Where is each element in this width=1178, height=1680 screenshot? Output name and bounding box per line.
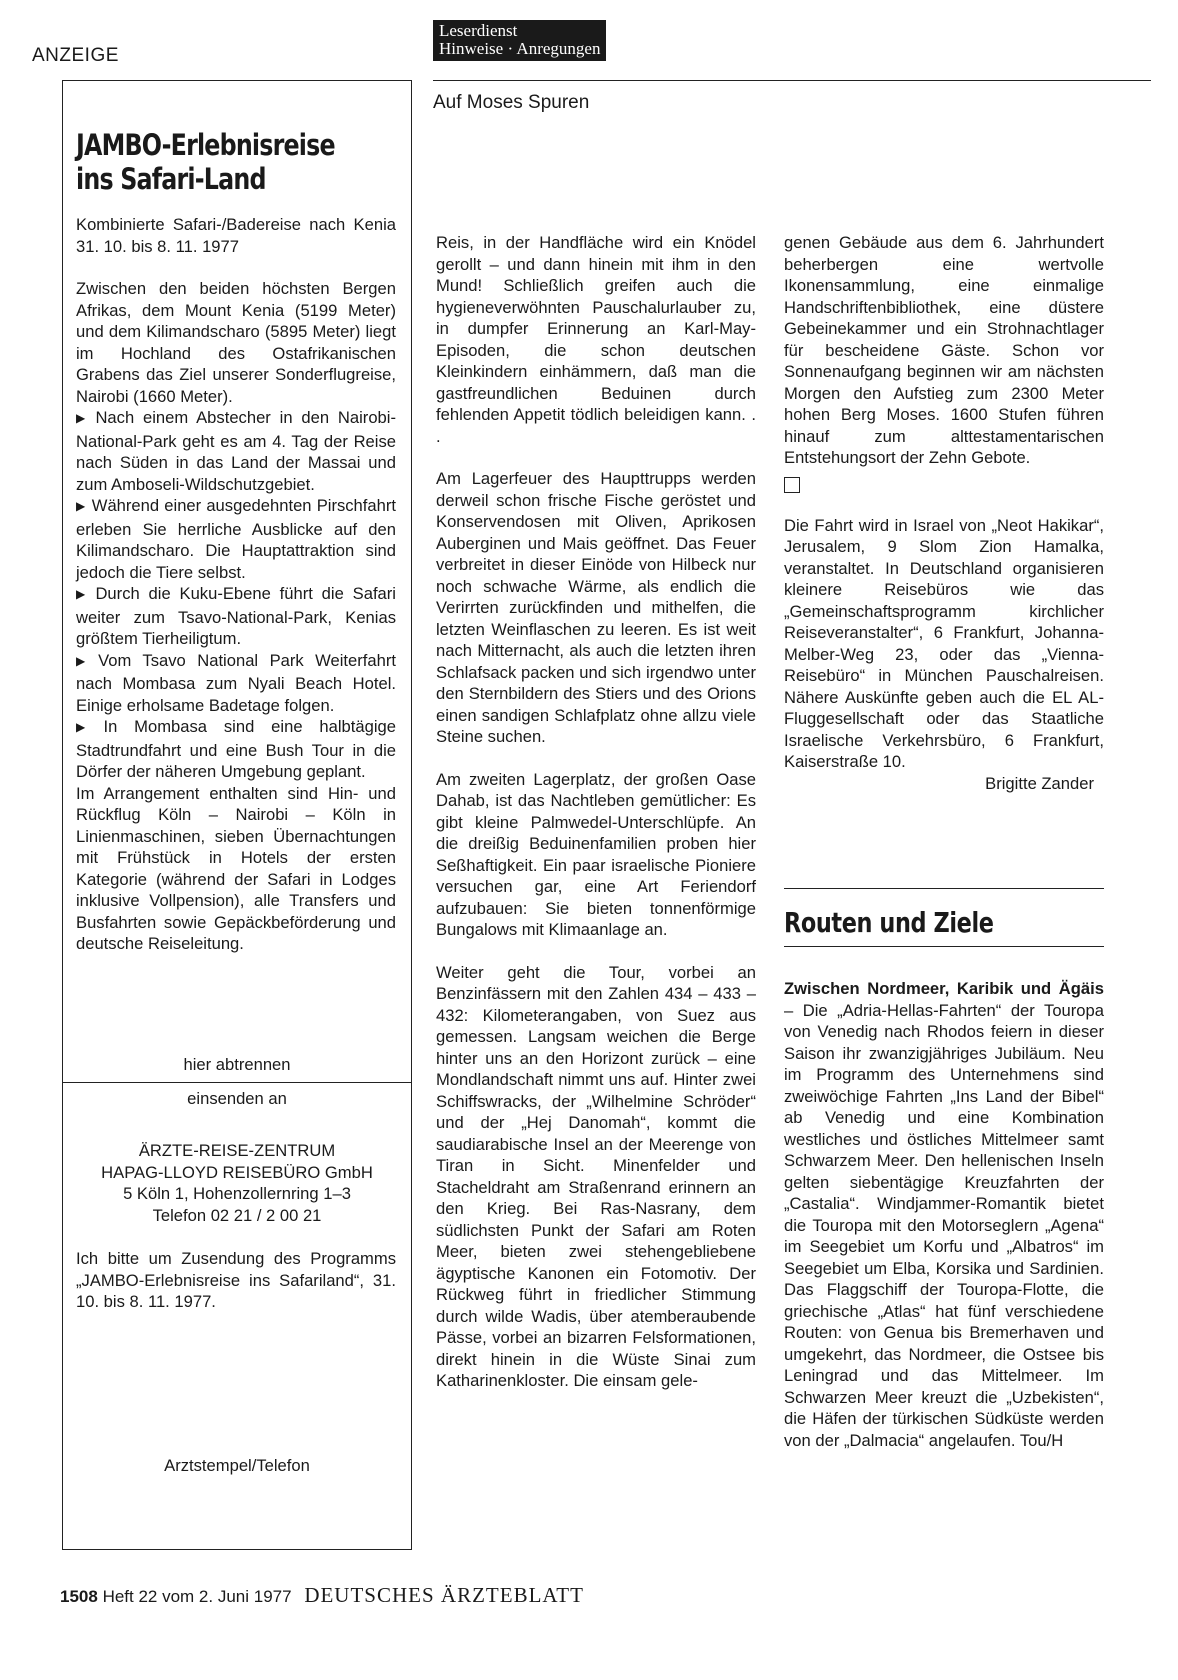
magazine-name: DEUTSCHES ÄRZTEBLATT xyxy=(304,1583,584,1607)
cut-label: hier abtrennen xyxy=(183,1055,291,1074)
address-block xyxy=(62,1140,412,1226)
article-paragraph: Reis, in der Handfläche wird ein Knödel gerollt – und dann hinein mit ihm in den Mund! Schließlich greifen auch die hygieneverwöhnten Pauschalurlauber zu, in dumpfer Erinnerung an Karl-May-Episoden, die schon deutschen Kleinkindern einhämmern, daß man die gastfreundlichen Beduinen durch fehlenden Appetit tödlich beleidigen kann. . . xyxy=(436,233,756,446)
routen-title: Routen und Ziele xyxy=(784,906,994,939)
ad-bullet-2: ▶ Während einer ausgedehnten Pirschfahrt erleben Sie herrliche Ausblicke auf den Kilimandscharo. Die Hauptattraktion sind jedoch die Tiere selbst. xyxy=(76,495,396,583)
section-rule xyxy=(433,80,1151,81)
ad-bullet-1: ▶ Nach einem Abstecher in den Nairobi-National-Park geht es am 4. Tag der Reise nach Süden in das Land der Massai und zum Amboseli-Wildschutzgebiet. xyxy=(76,407,396,495)
ad-intro: Kombinierte Safari-/Badereise nach Kenia 31. 10. bis 8. 11. 1977 xyxy=(76,215,396,256)
routen-signature: Tou/H xyxy=(1019,1430,1064,1450)
address-line-2: HAPAG-LLOYD REISEBÜRO GmbH xyxy=(101,1162,373,1182)
ad-bullet-3: ▶ Durch die Kuku-Ebene führt die Safari weiter zum Tsavo-National-Park, Kenias größtem Tierheiligtum. xyxy=(76,583,396,650)
ad-bullet-5: ▶ In Mombasa sind eine halbtägige Stadtrundfahrt und eine Bush Tour in die Dörfer der näheren Umgebung geplant. xyxy=(76,716,396,783)
ad-paragraph-2: Im Arrangement enthalten sind Hin- und Rückflug Köln – Nairobi – Köln in Linienmaschinen, sieben Übernachtungen mit Frühstück in Hotels der ersten Kategorie (während der Safari in Lodges inklusive Vollpension), alle Transfers und Busfahrten sowie Gepäckbeförderung und deutsche Reiseleitung. xyxy=(76,783,396,953)
article-paragraph: Die Fahrt wird in Israel von „Neot Hakikar“, Jerusalem, 9 Slom Zion Hamalka, veranstaltet. In Deutschland organisieren kleinere Reisebüros wie das „Gemeinschaftsprogramm kirchlicher Reiseveranstalter“, 6 Frankfurt, Johanna-Melber-Weg 23, oder das „Vienna-Reisebüro“ in München Pauschalreisen. Nähere Auskünfte geben auch die EL AL-Fluggesellschaft oder das Staatliche Israelische Verkehrsbüro, 6 Frankfurt, Kaiserstraße 10. xyxy=(784,515,1104,771)
article-paragraph: Am zweiten Lagerplatz, der großen Oase Dahab, ist das Nachtleben gemütlicher: Es gibt kleine Palmwedel-Unterschlüpfe. An die dreißig Beduinenfamilien proben hier Seßhaftigkeit. Ein paar israelische Pioniere versuchen gar, eine Art Feriendorf aufzubauen: Sie bieten tonnenförmige Bungalows mit Klimaanlage an. xyxy=(436,769,756,939)
routen-text: – Die „Adria-Hellas-Fahrten“ der Touropa von Venedig nach Rhodos feiern in dieser Saison ihr zwanzigjähriges Jubiläum. Neu im Programm des Unternehmens sind zweiwöchige Fahrten „Ins Land der Bibel“ ab Venedig und eine Kombination westliches und östliches Mittelmeer samt Schwarzem Meer. Den hellenischen Inseln gelten siebentägige Kreuzfahrten der „Castalia“. Windjammer-Romantik bietet die Touropa mit den Motorseglern „Agena“ im Seegebiet um Korfu und „Albatros“ im Seegebiet um Elba, Korsika und Sardinien. Das Flaggschiff der Touropa-Flotte, die griechische „Atlas“ hat fünf verschiedene Routen: von Genua bis Bremerhaven und umgekehrt, das Nordmeer, die Ostsee bis Leningrad und das Mittelmeer. Im Schwarzen Meer kreuzt die „Uzbekisten“, die Häfen der türkischen Südküste werden von der „Dalmacia“ angelaufen. xyxy=(784,1000,1104,1450)
article-paragraph: genen Gebäude aus dem 6. Jahrhundert beherbergen eine wertvolle Ikonensammlung, eine einmalige Handschriftenbibliothek, eine düstere Gebeinekammer und ein Strohnachtlager für bescheidene Gäste. Schon vor Sonnenaufgang beginnen wir am nächsten Morgen den Aufstieg zum 2300 Meter hohen Berg Moses. 1600 Stufen führen hinauf zum alttestamentarischen Entstehungsort der Zehn Gebote. xyxy=(784,233,1104,467)
ad-title xyxy=(76,128,338,196)
ad-title-line-1: JAMBO-Erlebnisreise xyxy=(76,128,335,162)
routen-rule-top xyxy=(784,888,1104,889)
address-line-1: ÄRZTE-REISE-ZENTRUM xyxy=(138,1141,336,1160)
ad-bullet-4: ▶ Vom Tsavo National Park Weiterfahrt nach Mombasa zum Nyali Beach Hotel. Einige erholsame Badetage folgen. xyxy=(76,650,396,717)
issue-info: Heft 22 vom 2. Juni 1977 xyxy=(102,1587,292,1606)
article-title: Auf Moses Spuren xyxy=(433,92,590,113)
address-line-4: Telefon 02 21 / 2 00 21 xyxy=(152,1205,322,1225)
ad-body xyxy=(76,214,396,955)
ad-title-line-2: ins Safari-Land xyxy=(76,162,266,196)
author-signature: Brigitte Zander xyxy=(985,773,1094,793)
end-mark-square xyxy=(784,477,800,493)
ad-paragraph-1: Zwischen den beiden höchsten Bergen Afrikas, dem Mount Kenia (5199 Meter) und dem Kilimandscharo (5895 Meter) liegt im Hochland des Ostafrikanischen Grabens das Ziel unserer Sonderflugreise, Nairobi (1660 Meter). xyxy=(76,279,396,406)
page-number: 1508 xyxy=(60,1587,98,1606)
page-footer xyxy=(60,1583,584,1608)
cut-line[interactable] xyxy=(62,1082,412,1083)
article-column-2 xyxy=(436,232,756,1392)
section-header-line-1: Leserdienst xyxy=(439,21,518,40)
section-header xyxy=(433,20,606,61)
article-paragraph: Am Lagerfeuer des Haupttrupps werden derweil schon frische Fische geröstet und Konservendosen mit Oliven, Aprikosen Auberginen und Mais geöffnet. Das Feuer verbreitet in dieser Einöde von Hilbeck nur noch schwache Wärme, als endlich die Verirrten zurückfinden und mithelfen, die letzten Weinflaschen zu leeren. Es ist weit nach Mitternacht, als auch die letzten ihren Schlafsack packen und sich irgendwo unter den Sternbildern des Stiers und des Orions einen sandigen Schlafplatz ohne allzu viele Steine suchen. xyxy=(436,469,756,746)
send-label: einsenden an xyxy=(187,1089,287,1108)
routen-paragraph xyxy=(784,978,1104,1451)
routen-lead: Zwischen Nordmeer, Karibik und Ägäis xyxy=(784,979,1104,998)
section-header-line-2: Hinweise · Anregungen xyxy=(439,39,601,58)
article-column-3 xyxy=(784,232,1104,794)
order-request: Ich bitte um Zusendung des Programms „JAMBO-Erlebnisreise ins Safariland“, 31. 10. bis 8. 11. 1977. xyxy=(76,1249,396,1311)
routen-rule-bottom xyxy=(784,946,1104,947)
advertisement-label: ANZEIGE xyxy=(32,45,119,66)
routen-body xyxy=(784,978,1104,1451)
stamp-label: Arztstempel/Telefon xyxy=(164,1456,310,1475)
address-line-3: 5 Köln 1, Hohenzollernring 1–3 xyxy=(123,1184,351,1203)
article-paragraph: Weiter geht die Tour, vorbei an Benzinfässern mit den Zahlen 434 – 433 – 432: Kilometerangaben, von Suez aus gemessen. Langsam weichen die Berge hinter uns an den Horizont zurück – eine Mondlandschaft nimmt uns auf. Hinter zwei Schiffswracks, der „Wilhelmine Schröder“ und der „Hej Danomah“, kommt die saudiarabische Insel an der Meerenge von Tiran in Sicht. Minenfelder und Stacheldraht am Straßenrand erinnern an den Krieg. Bei Ras-Nasrany, dem südlichsten Punkt der Safari am Roten Meer, bieten zwei stehengebliebene ägyptische Kanonen ein Fotomotiv. Der Rückweg führt in friedlicher Stimmung durch wilde Wadis, über atemberaubende Pässe, vorbei an bizarren Felsformationen, direkt hinein in die Wüste Sinai zum Katharinenkloster. Die einsam gele- xyxy=(436,962,756,1390)
